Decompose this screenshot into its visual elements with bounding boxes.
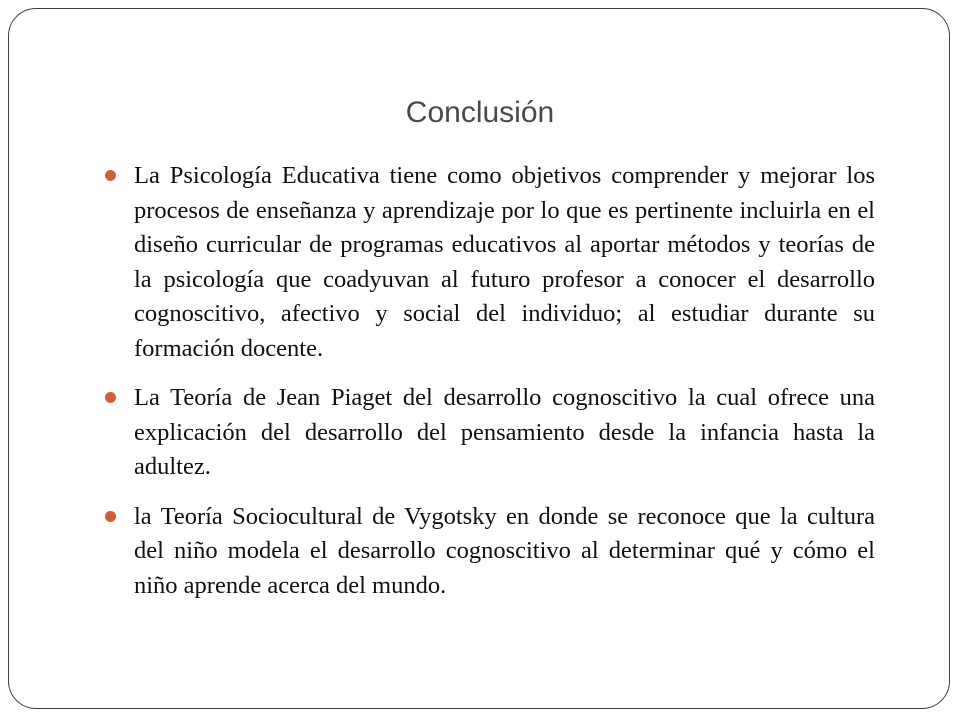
list-item: [105, 381, 875, 485]
bullet-text: La Teoría de Jean Piaget del desarrollo cognoscitivo la cual ofrece una explicación del desarrollo del pensamiento desde la infancia hasta la adultez.: [134, 384, 875, 480]
list-item: [105, 500, 875, 604]
slide-title: Conclusión: [405, 96, 555, 129]
bullet-dot-icon: [105, 170, 116, 181]
bullet-dot-icon: [105, 511, 116, 522]
bullet-dot-icon: [105, 392, 116, 403]
bullet-text: la Teoría Sociocultural de Vygotsky en donde se reconoce que la cultura del niño modela el desarrollo cognoscitivo al determinar qué y cómo el niño aprende acerca del mundo.: [134, 502, 875, 599]
bullet-list: [105, 159, 875, 618]
bullet-text: La Psicología Educativa tiene como objetivos comprender y mejorar los procesos de enseñanza y aprendizaje por lo que es pertinente incluirla en el diseño curricular de programas educativos al aportar métodos y teorías de la psicología que coadyuvan al futuro profesor a conocer el desarrollo cognoscitivo, afectivo y social del individuo; al estudiar durante su formación docente.: [134, 162, 875, 362]
list-item: [105, 159, 875, 366]
